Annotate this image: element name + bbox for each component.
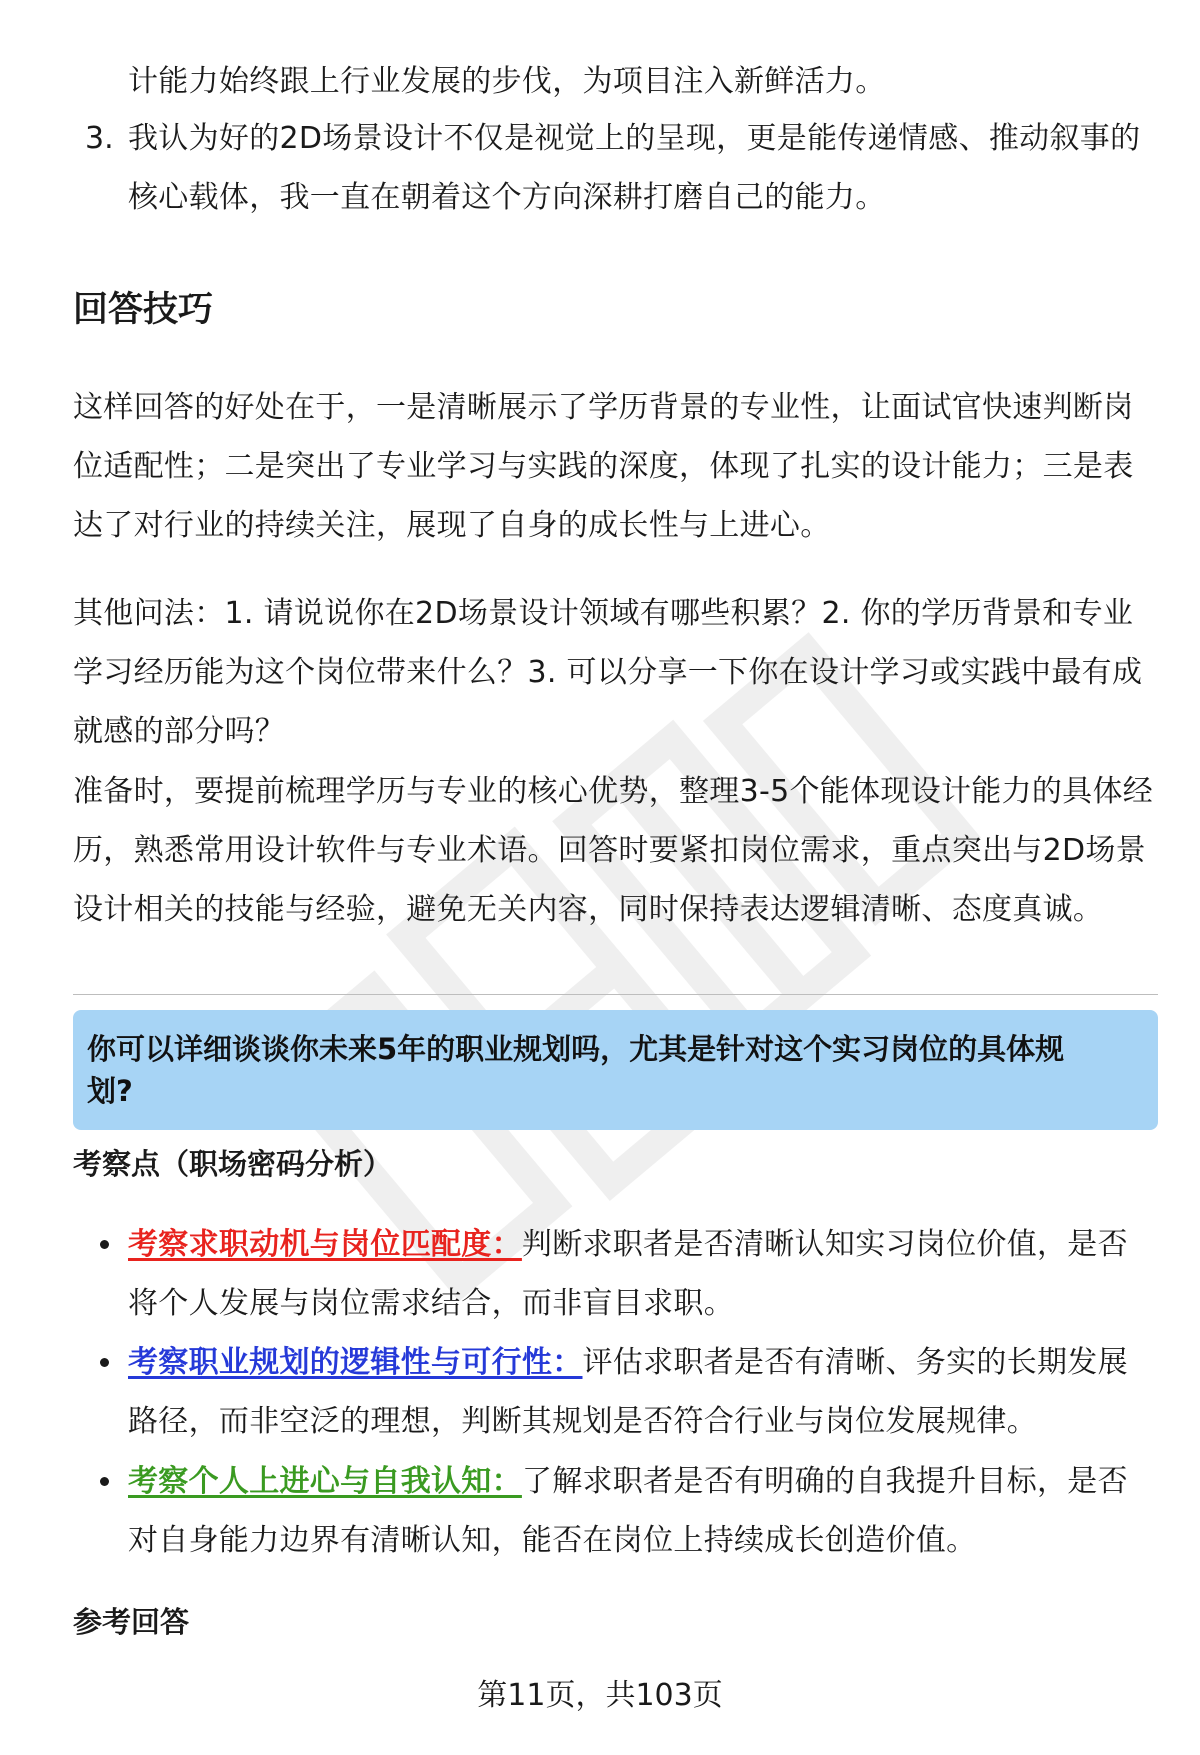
analysis-point-1	[128, 1215, 1158, 1333]
list-item-number: 3.	[85, 121, 114, 156]
page-footer: 第11页，共103页	[477, 1678, 723, 1713]
analysis-point-2	[128, 1333, 1158, 1451]
question-callout	[73, 1010, 1158, 1130]
analysis-point-desc: 评估求职者是否有清晰、务实的长期发展路径，而非空泛的理想，判断其规划是否符合行业与岗位发展规律。	[128, 1345, 1128, 1439]
analysis-point-3	[128, 1452, 1158, 1570]
section-divider	[73, 994, 1158, 995]
tips-paragraph-2: 其他问法：1. 请说说你在2D场景设计领域有哪些积累？2. 你的学历背景和专业学习经历能为这个岗位带来什么？3. 可以分享一下你在设计学习或实践中最有成就感的部分吗？	[73, 596, 1143, 749]
reference-heading: 参考回答	[73, 1605, 190, 1639]
question-text: 你可以详细谈谈你未来5年的职业规划吗，尤其是针对这个实习岗位的具体规划?	[87, 1032, 1065, 1108]
analysis-point-desc: 了解求职者是否有明确的自我提升目标，是否对自身能力边界有清晰认知，能否在岗位上持续成长创造价值。	[128, 1464, 1128, 1558]
bullet-dot	[100, 1477, 109, 1486]
analysis-point-key: 考察职业规划的逻辑性与可行性：	[128, 1345, 583, 1380]
list-item-text: 我认为好的2D场景设计不仅是视觉上的呈现，更是能传递情感、推动叙事的核心载体，我一直在朝着这个方向深耕打磨自己的能力。	[128, 121, 1141, 215]
tips-paragraph-3: 准备时，要提前梳理学历与专业的核心优势，整理3-5个能体现设计能力的具体经历，熟悉常用设计软件与专业术语。回答时要紧扣岗位需求，重点突出与2D场景设计相关的技能与经验，避免无关内容，同时保持表达逻辑清晰、态度真诚。	[73, 774, 1154, 927]
bullet-dot	[100, 1358, 109, 1367]
bullet-dot	[100, 1240, 109, 1249]
section-heading-tips: 回答技巧	[73, 290, 214, 330]
analysis-point-desc: 判断求职者是否清晰认知实习岗位价值，是否将个人发展与岗位需求结合，而非盲目求职。	[128, 1227, 1128, 1321]
tips-paragraph-1: 这样回答的好处在于，一是清晰展示了学历背景的专业性，让面试官快速判断岗位适配性；二是突出了专业学习与实践的深度，体现了扎实的设计能力；三是表达了对行业的持续关注，展现了自身的成长性与上进心。	[73, 390, 1134, 543]
analysis-point-key: 考察求职动机与岗位匹配度：	[128, 1227, 522, 1262]
analysis-heading: 考察点（职场密码分析）	[73, 1147, 393, 1181]
list-item-continued-line: 计能力始终跟上行业发展的步伐，为项目注入新鲜活力。	[128, 64, 886, 99]
analysis-point-key: 考察个人上进心与自我认知：	[128, 1464, 522, 1499]
